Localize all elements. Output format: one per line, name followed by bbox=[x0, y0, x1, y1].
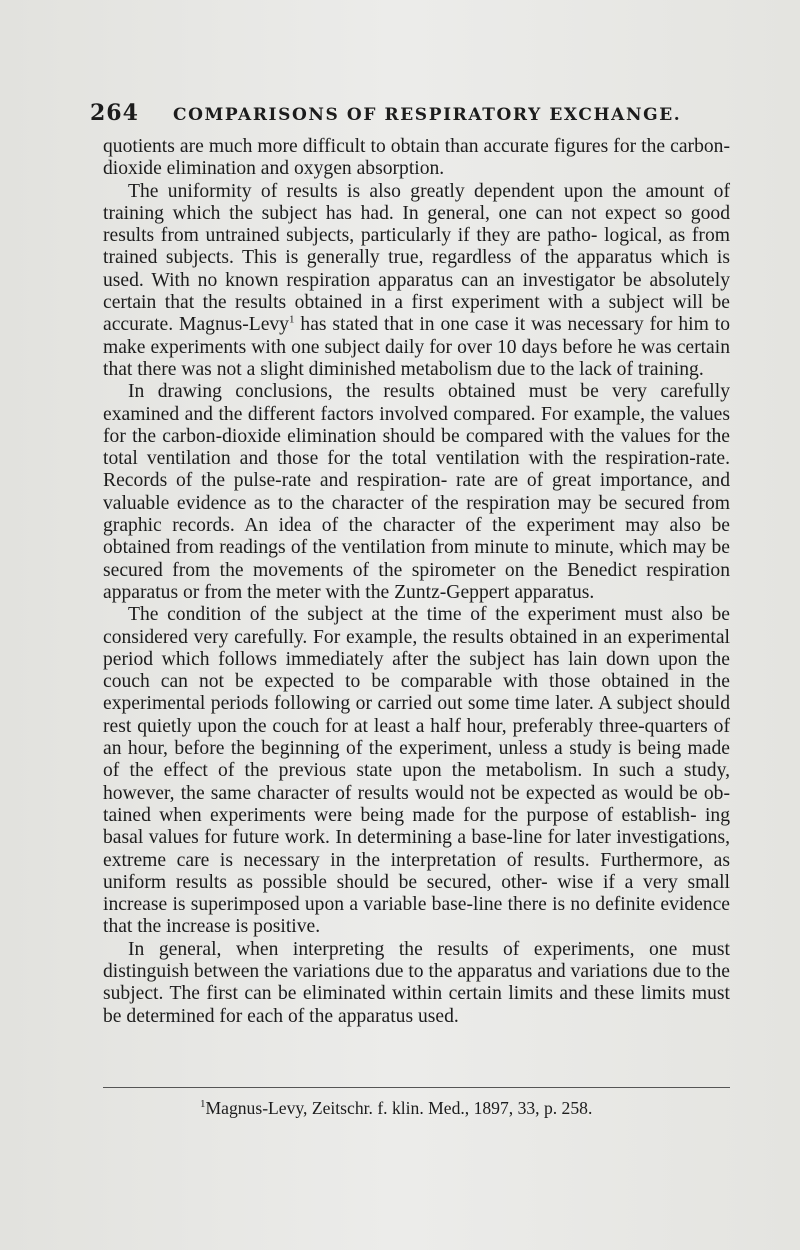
footnote-mark: 1 bbox=[200, 1098, 206, 1111]
page-header bbox=[90, 100, 730, 126]
paragraph-text: has stated that in one case it was necessary for him to make experiments with one subject daily for over 10 days before he was certain that there was not a slight diminished metabolism due to the lack of training. bbox=[103, 314, 730, 380]
footnote bbox=[200, 1097, 720, 1119]
paragraph-text: The uniformity of results is also greatly dependent upon the amount of training which the subject has had. In general, one can not expect so good results from untrained subjects, particularly if they are patho- logical, as from trained subjects. This is generally true, regardless of the apparatus which is used. With no known respiration apparatus can an investigator be absolutely certain that the results obtained in a first experiment with a subject will be accurate. Magnus-Levy bbox=[103, 180, 730, 336]
footnote-reference: 1 bbox=[288, 313, 295, 326]
paragraph: quotients are much more difficult to obtain than accurate figures for the carbon-dioxide elimination and oxygen absorption. bbox=[103, 136, 730, 180]
paragraph: The condition of the subject at the time of the experiment must also be considered very carefully. For example, the results obtained in an experimental period which follows immediately after the subject has lain down upon the couch can not be expected to be comparable with those obtained in the experimental periods following or carried out some time later. A subject should rest quietly upon the couch for at least a half hour, preferably three-quarters of an hour, before the beginning of the experiment, unless a study is being made of the effect of the previous state upon the metabolism. In such a study, however, the same character of results would not be expected as would be ob- tained when experiments were being made for the purpose of establish- ing basal values for future work. In determining a base-line for later investigations, extreme care is necessary in the interpretation of results. Furthermore, as uniform results as possible should be secured, other- wise if a very small increase is superimposed upon a variable base-line there is no definite evidence that the increase is positive. bbox=[103, 604, 730, 938]
paragraph: In drawing conclusions, the results obtained must be very carefully examined and the different factors involved compared. For example, the values for the carbon-dioxide elimination should be compared with the values for the total ventilation and those for the total ventilation with the respiration-rate. Records of the pulse-rate and respiration- rate are of great importance, and valuable evidence as to the character of the respiration may be secured from graphic records. An idea of the character of the experiment may also be obtained from readings of the ventilation from minute to minute, which may be secured from the movements of the spirometer on the Benedict respiration apparatus or from the meter with the Zuntz-Geppert apparatus. bbox=[103, 381, 730, 603]
running-title: COMPARISONS OF RESPIRATORY EXCHANGE. bbox=[172, 105, 682, 125]
paragraph bbox=[103, 181, 730, 382]
body-text bbox=[103, 136, 730, 1028]
page-number: 264 bbox=[90, 100, 139, 126]
footnote-divider bbox=[103, 1087, 730, 1088]
footnote-text: Magnus-Levy, Zeitschr. f. klin. Med., 1897, 33, p. 258. bbox=[205, 1098, 593, 1118]
paragraph: In general, when interpreting the results of experiments, one must distinguish between the variations due to the apparatus and variations due to the subject. The first can be eliminated within certain limits and these limits must be determined for each of the apparatus used. bbox=[103, 938, 730, 1027]
